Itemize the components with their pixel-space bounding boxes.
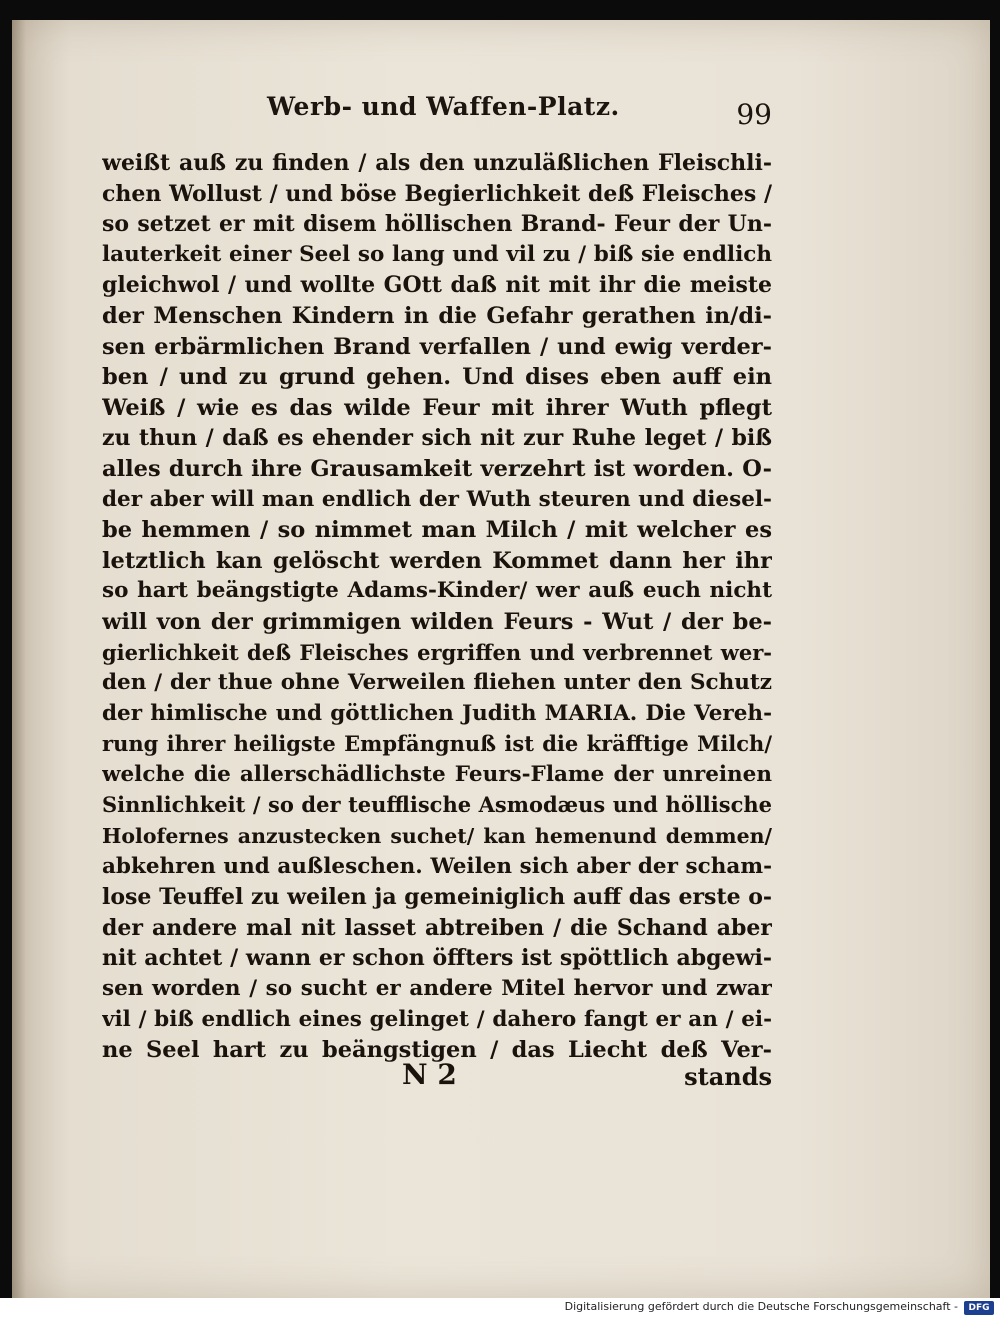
- text-line: Weiß / wie es das wilde Feur mit ihrer Wuth pflegt: [102, 394, 772, 421]
- text-line: weißt auß zu finden / als den unzuläßlichen Fleischli-: [102, 150, 772, 176]
- credit-text: Digitalisierung gefördert durch die Deutsche Forschungsgemeinschaft -: [564, 1300, 958, 1313]
- text-line: welche die allerschädlichste Feurs-Flame der unreinen: [102, 761, 772, 787]
- page-header: [102, 92, 772, 142]
- text-line: der himlische und göttlichen Judith MARIA. Die Vereh-: [102, 700, 772, 726]
- text-line: der aber will man endlich der Wuth steuren und diesel-: [102, 486, 772, 512]
- page-footer: [102, 1058, 772, 1098]
- text-line: der Menschen Kindern in die Gefahr gerathen in/di-: [102, 302, 772, 329]
- text-line: be hemmen / so nimmet man Milch / mit welcher es: [102, 517, 772, 544]
- page-body-text: [102, 148, 772, 1066]
- text-line: sen worden / so sucht er andere Mitel hervor und zwar: [102, 976, 772, 1002]
- text-line: letztlich kan gelöscht werden Kommet dann her ihr: [102, 547, 772, 574]
- text-line: den / der thue ohne Verweilen fliehen unter den Schutz: [102, 670, 772, 696]
- text-line: Holofernes anzustecken suchet/ kan hemenund demmen/: [102, 824, 772, 849]
- text-line: vil / biß endlich eines gelinget / dahero fangt er an / ei-: [102, 1006, 772, 1032]
- text-line: Sinnlichkeit / so der teufflische Asmodæus und höllische: [102, 792, 772, 818]
- text-line: will von der grimmigen wilden Feurs - Wut / der be-: [102, 608, 772, 635]
- text-line: der andere mal nit lasset abtreiben / die Schand aber: [102, 914, 772, 941]
- text-line: abkehren und außleschen. Weilen sich aber der scham-: [102, 853, 772, 879]
- text-line: zu thun / daß es ehender sich nit zur Ruhe leget / biß: [102, 425, 772, 452]
- page-number: 99: [736, 98, 772, 131]
- text-line: rung ihrer heiligste Empfängnuß ist die kräfftige Milch/: [102, 731, 772, 757]
- book-page: [12, 20, 990, 1298]
- catchword: stands: [684, 1062, 772, 1091]
- dfg-logo-icon: DFG: [964, 1301, 994, 1315]
- text-line: gierlichkeit deß Fleisches ergriffen und verbrennet wer-: [102, 639, 772, 665]
- credit-bar: [0, 1298, 1000, 1319]
- text-line: so hart beängstigte Adams-Kinder/ wer auß euch nicht: [102, 578, 772, 604]
- text-line: lose Teuffel zu weilen ja gemeiniglich auff das erste o-: [102, 884, 772, 911]
- text-line: ne Seel hart zu beängstigen / das Liecht deß Ver-: [102, 1037, 772, 1064]
- text-line: gleichwol / und wollte GOtt daß nit mit ihr die meiste: [102, 272, 772, 299]
- running-title: Werb- und Waffen-Platz.: [267, 92, 620, 121]
- text-line: alles durch ihre Grausamkeit verzehrt ist worden. O-: [102, 455, 772, 482]
- text-line: chen Wollust / und böse Begierlichkeit deß Fleisches /: [102, 180, 772, 207]
- text-line: so setzet er mit disem höllischen Brand- Feur der Un-: [102, 211, 772, 238]
- text-line: ben / und zu grund gehen. Und dises eben auff ein: [102, 364, 772, 391]
- text-line: lauterkeit einer Seel so lang und vil zu / biß sie endlich: [102, 241, 772, 267]
- signature-mark: N 2: [402, 1058, 457, 1091]
- text-line: sen erbärmlichen Brand verfallen / und ewig verder-: [102, 333, 772, 360]
- text-line: nit achtet / wann er schon öffters ist spöttlich abgewi-: [102, 945, 772, 972]
